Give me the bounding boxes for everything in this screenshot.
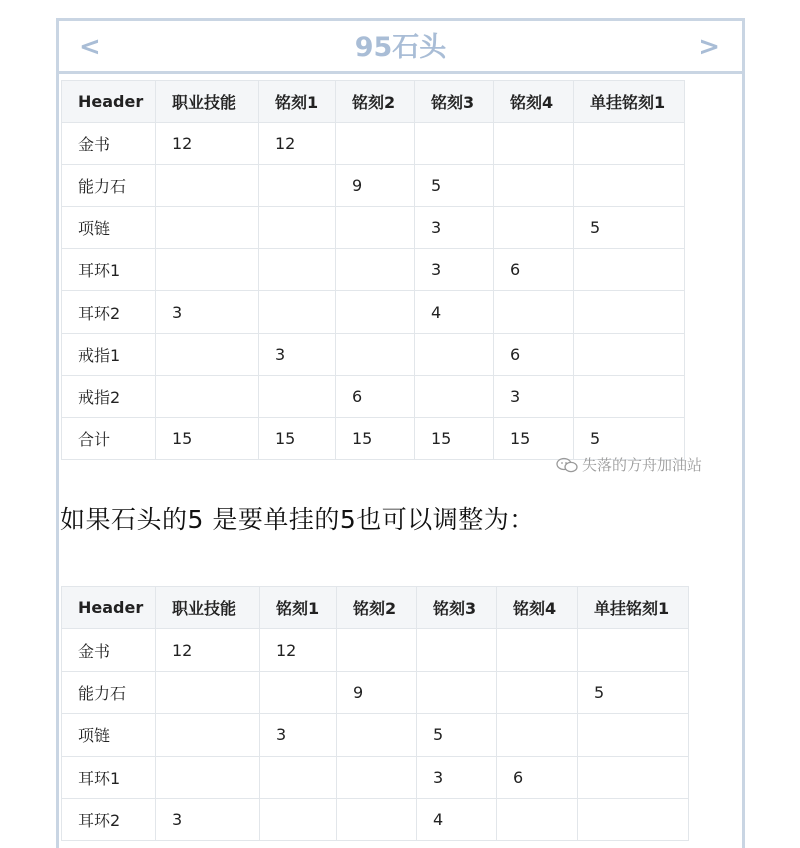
table-cell: 戒指2: [62, 375, 156, 417]
table-cell: [259, 375, 336, 417]
table-cell: 5: [574, 417, 685, 459]
page-title: 95石头: [354, 32, 447, 63]
table-cell: [156, 249, 259, 291]
header-cell: Header: [62, 81, 156, 123]
table-cell: 3: [156, 291, 259, 333]
table-cell: [494, 291, 574, 333]
table-header-row: [62, 81, 685, 123]
table-cell: 耳环2: [62, 798, 156, 840]
table-cell: 15: [415, 417, 494, 459]
table-row: [62, 207, 685, 249]
table-cell: 金书: [62, 123, 156, 165]
table-cell: 6: [494, 333, 574, 375]
header-cell: 单挂铭刻1: [574, 81, 685, 123]
table-cell: 4: [415, 291, 494, 333]
table-cell: [260, 671, 337, 713]
table-cell: 12: [156, 123, 259, 165]
table-cell: 金书: [62, 629, 156, 671]
header-cell: 职业技能: [156, 587, 260, 629]
header-cell: 铭刻2: [336, 81, 415, 123]
table-row: [62, 249, 685, 291]
table-cell: [259, 291, 336, 333]
table-cell: [494, 165, 574, 207]
table-cell: [497, 798, 578, 840]
note-text: 如果石头的5 是要单挂的5也可以调整为：: [60, 505, 535, 534]
header-cell: 铭刻3: [415, 81, 494, 123]
next-arrow-button[interactable]: >: [698, 32, 720, 62]
table-cell: 15: [336, 417, 415, 459]
table-cell: [337, 756, 417, 798]
table-cell: [259, 165, 336, 207]
table-row: [62, 291, 685, 333]
header-cell: 铭刻2: [337, 587, 417, 629]
table-cell: [417, 629, 497, 671]
watermark-text: 失落的方舟加油站: [582, 456, 703, 474]
header-cell: 铭刻3: [417, 587, 497, 629]
table-cell: 3: [259, 333, 336, 375]
header-cell: 铭刻4: [497, 587, 578, 629]
table-row: [62, 333, 685, 375]
table-cell: [336, 333, 415, 375]
table-cell: [260, 798, 337, 840]
table-cell: [156, 756, 260, 798]
table-cell: 3: [415, 207, 494, 249]
table-cell: [574, 249, 685, 291]
table-cell: 3: [417, 756, 497, 798]
table-cell: [578, 714, 689, 756]
table-cell: 3: [494, 375, 574, 417]
table-cell: 能力石: [62, 165, 156, 207]
table-cell: [337, 714, 417, 756]
table-cell: [574, 375, 685, 417]
table-cell: [574, 291, 685, 333]
table-cell: [336, 291, 415, 333]
table-cell: 5: [415, 165, 494, 207]
table-cell: [260, 756, 337, 798]
table-cell: 4: [417, 798, 497, 840]
table-cell: [259, 249, 336, 291]
table-cell: [574, 165, 685, 207]
table-cell: 项链: [62, 207, 156, 249]
table-cell: [156, 714, 260, 756]
table-cell: [336, 249, 415, 291]
table-cell: 耳环1: [62, 756, 156, 798]
table-cell: 耳环2: [62, 291, 156, 333]
header-cell: 铭刻4: [494, 81, 574, 123]
table-cell: 12: [260, 629, 337, 671]
header-cell: 职业技能: [156, 81, 259, 123]
table-cell: [497, 629, 578, 671]
table-cell: 15: [259, 417, 336, 459]
table-cell: [156, 165, 259, 207]
table-row: [62, 714, 689, 756]
table-row: [62, 629, 689, 671]
table-cell: [497, 714, 578, 756]
table-cell: [156, 333, 259, 375]
table-cell: [578, 756, 689, 798]
table-cell: 耳环1: [62, 249, 156, 291]
wechat-icon: [556, 457, 578, 473]
table-row: [62, 798, 689, 840]
table-cell: [259, 207, 336, 249]
table-cell: 9: [336, 165, 415, 207]
table-cell: [337, 629, 417, 671]
table-cell: 9: [337, 671, 417, 713]
table-cell: 5: [574, 207, 685, 249]
table-header-row: [62, 587, 689, 629]
header-cell: 铭刻1: [259, 81, 336, 123]
table-cell: [494, 207, 574, 249]
table-cell: [574, 333, 685, 375]
engraving-table-2: [61, 586, 689, 841]
table-cell: [574, 123, 685, 165]
chapter-nav: [59, 21, 742, 74]
table-cell: 合计: [62, 417, 156, 459]
table-cell: 15: [494, 417, 574, 459]
table-cell: [415, 123, 494, 165]
table-cell: [337, 798, 417, 840]
prev-arrow-button[interactable]: <: [79, 32, 101, 62]
table-cell: 15: [156, 417, 259, 459]
table-cell: [336, 207, 415, 249]
table-cell: [156, 375, 259, 417]
table-cell: 3: [260, 714, 337, 756]
table-cell: [415, 375, 494, 417]
table-cell: [497, 671, 578, 713]
table-cell: [336, 123, 415, 165]
table-cell: 6: [494, 249, 574, 291]
table-row: [62, 375, 685, 417]
table-row: [62, 671, 689, 713]
table-cell: [494, 123, 574, 165]
table-cell: 6: [336, 375, 415, 417]
table-cell: 3: [156, 798, 260, 840]
table-row: [62, 123, 685, 165]
header-cell: 单挂铭刻1: [578, 587, 689, 629]
table-cell: [415, 333, 494, 375]
table-cell: 5: [417, 714, 497, 756]
table-cell: [578, 629, 689, 671]
table-cell: 戒指1: [62, 333, 156, 375]
table-cell: [417, 671, 497, 713]
engraving-table-1: [61, 80, 685, 460]
table-cell: [578, 798, 689, 840]
table-cell: [156, 671, 260, 713]
table-cell: [156, 207, 259, 249]
table-row: [62, 756, 689, 798]
table-cell: 3: [415, 249, 494, 291]
table-cell: 6: [497, 756, 578, 798]
wechat-watermark: [556, 454, 702, 475]
table-cell: 5: [578, 671, 689, 713]
table-row: [62, 165, 685, 207]
header-cell: Header: [62, 587, 156, 629]
table-cell: 12: [259, 123, 336, 165]
table-cell: 12: [156, 629, 260, 671]
table-cell: 能力石: [62, 671, 156, 713]
table-cell: 项链: [62, 714, 156, 756]
header-cell: 铭刻1: [260, 587, 337, 629]
